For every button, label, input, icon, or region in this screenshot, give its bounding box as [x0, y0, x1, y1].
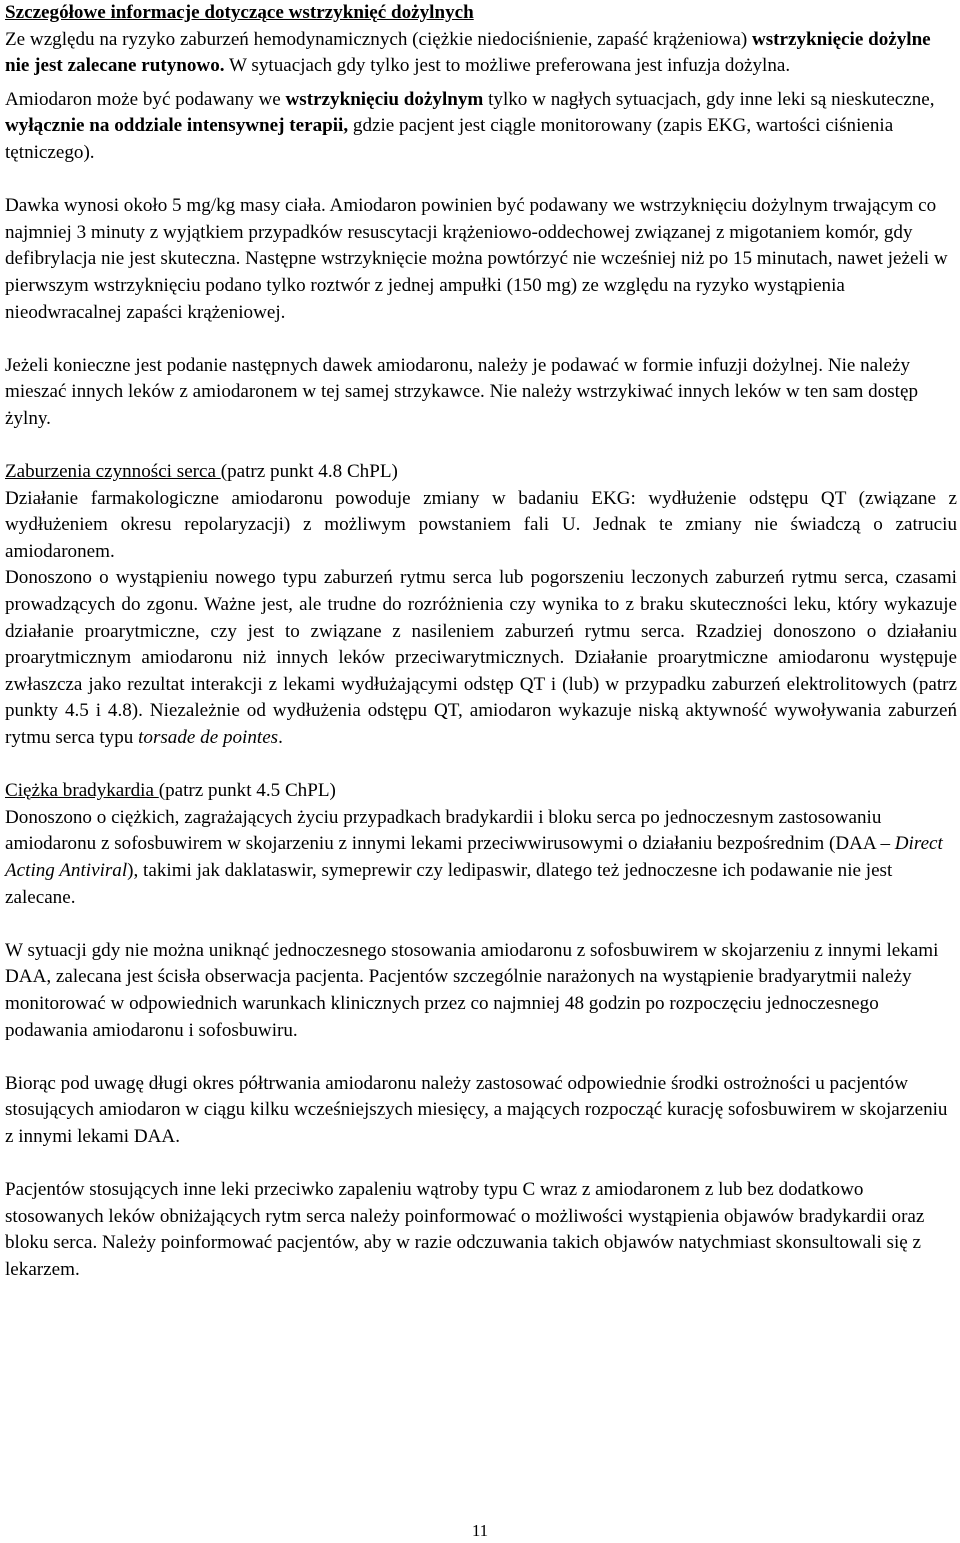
text-run: (patrz punkt 4.8 ChPL) [220, 461, 398, 483]
text-run: wstrzyknięcie dożylne nie jest zalecane rutynowo. [5, 28, 931, 77]
page-number: 11 [471, 1521, 489, 1540]
text-run: Pacjentów stosujących inne leki przeciwko zapaleniu wątroby typu C wraz z amiodaronem z lub bez dodatkowo stosowanych leków obniżających rytm serca należy poinformować o możliwości wystąpienia objawów bradykardii oraz bloku serca. Należy poinformować pacjentów, aby w razie odczuwania takich objawów natychmiast skonsultowali się z lekarzem. [5, 1179, 925, 1280]
text-run: Ciężka bradykardia [5, 780, 159, 802]
paragraph [5, 565, 957, 751]
document-page [5, 0, 957, 1284]
text-run: W sytuacjach gdy tylko jest to możliwe preferowana jest infuzja dożylna. [224, 55, 791, 77]
text-run: Biorąc pod uwagę długi okres półtrwania amiodaronu należy zastosować odpowiednie środki ostrożności u pacjentów stosujących amiodaron w ciągu kilku wcześniejszych miesięcy, a mających rozpocząć kurację sofosbuwirem w skojarzeniu z innymi lekami DAA. [5, 1072, 948, 1147]
text-run: gdzie pacjent jest ciągle monitorowany (zapis EKG, wartości ciśnienia tętniczego). [5, 115, 894, 163]
text-run: Jeżeli konieczne jest podanie następnych dawek amiodaronu, należy je podawać w formie infuzji dożylnej. Nie należy mieszać innych leków z amiodaronem w tej samej strzykawce. Nie należy wstrzykiwać innych leków w ten sam dostęp żylny. [5, 354, 919, 429]
paragraph [5, 27, 957, 80]
paragraph [5, 805, 957, 911]
text-run: wstrzyknięciu dożylnym [285, 88, 484, 110]
paragraph [5, 193, 957, 326]
subsection-heading [5, 778, 957, 805]
paragraph [5, 1177, 957, 1283]
text-run: wyłącznie na oddziale intensywnej terapii, [5, 115, 349, 137]
text-run: Donoszono o ciężkich, zagrażających życiu przypadkach bradykardii i bloku serca po jednoczesnym zastosowaniu amiodaronu z sofosbuwirem w skojarzeniu z innymi lekami przeciwwirusowymi o działaniu bezpośrednim (DAA – [5, 806, 895, 855]
text-run: Amiodaron może być podawany we [5, 88, 286, 110]
paragraph [5, 938, 957, 1044]
paragraph [5, 486, 957, 566]
text-run: W sytuacji gdy nie można uniknąć jednoczesnego stosowania amiodaronu z sofosbuwirem w skojarzeniu z innymi lekami DAA, zalecana jest ścisła obserwacja pacjenta. Pacjentów szczególnie narażonych na wystąpienie bradyarytmii należy monitorować w odpowiednich warunkach klinicznych przez co najmniej 48 godzin po rozpoczęciu jednoczesnego podawania amiodaronu i sofosbuwiru. [5, 939, 939, 1041]
paragraph [5, 353, 957, 433]
text-run: tylko w nagłych sytuacjach, gdy inne leki są nieskuteczne, [483, 88, 935, 110]
text-run: Zaburzenia czynności serca [5, 461, 221, 483]
text-run: (patrz punkt 4.5 ChPL) [158, 780, 336, 802]
text-run: Działanie farmakologiczne amiodaronu powoduje zmiany w badaniu EKG: wydłużenie odstępu QT (związane z wydłużeniem okresu repolaryzacji) z możliwym powstaniem fali U. Jednak te zmiany nie świadczą o zatruciu amiodaronem. [5, 487, 957, 562]
subsection-heading [5, 459, 957, 486]
text-run: ), takimi jak daklataswir, symeprewir czy ledipaswir, dlatego też jednoczesne ich podawanie nie jest zalecane. [5, 860, 893, 908]
text-run: Dawka wynosi około 5 mg/kg masy ciała. Amiodaron powinien być podawany we wstrzyknięciu dożylnym trwającym co najmniej 3 minuty z wyjątkiem przypadków resuscytacji krążeniowo-oddechowej związanej z migotaniem komór, gdy defibrylacja nie jest skuteczna. Następne wstrzyknięcie można powtórzyć nie wcześniej niż po 15 minutach, nawet jeżeli w pierwszym wstrzyknięciu podano tylko roztwór z jednej ampułki (150 mg) ze względu na ryzyko wystąpienia nieodwracalnej zapaści krążeniowej. [5, 195, 948, 323]
section-heading: Szczegółowe informacje dotyczące wstrzyknięć dożylnych [5, 2, 474, 23]
text-run: torsade de pointes [138, 727, 279, 749]
text-run: Donoszono o wystąpieniu nowego typu zaburzeń rytmu serca lub pogorszeniu leczonych zaburzeń rytmu serca, czasami prowadzących do zgonu. Ważne jest, ale trudne do rozróżnienia czy wynika to z braku skuteczności leku, który wykazuje działanie proarytmiczne, czy jest to związane z nasileniem zaburzeń rytmu serca. Rzadziej donoszono o działaniu proarytmicznym amiodaronu niż innych leków przeciwarytmicznych. Działanie proarytmiczne amiodaronu występuje zwłaszcza jako rezultat interakcji z lekami wydłużającymi odstęp QT i (lub) w przypadku zaburzeń elektrolitowych (patrz punkty 4.5 i 4.8). Niezależnie od wydłużenia odstępu QT, amiodaron wykazuje niską aktywność wywoływania zaburzeń rytmu serca typu [5, 567, 957, 749]
paragraph [5, 87, 957, 167]
text-run: Direct Acting Antiviral [5, 833, 943, 881]
paragraph [5, 1071, 957, 1151]
text-run: . [278, 727, 283, 749]
text-run: Ze względu na ryzyko zaburzeń hemodynamicznych (ciężkie niedociśnienie, zapaść krążeniowa) [5, 28, 752, 50]
